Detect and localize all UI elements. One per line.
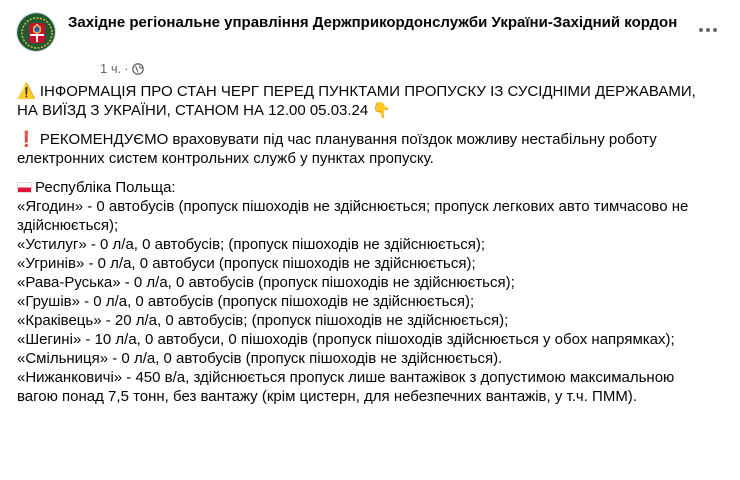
recommendation-paragraph <box>17 130 717 168</box>
headline-text: ІНФОРМАЦІЯ ПРО СТАН ЧЕРГ ПЕРЕД ПУНКТАМИ ПРОПУСКУ ІЗ СУСІДНІМИ ДЕРЖАВАМИ, НА ВИЇЗД З УКРАЇНИ, СТАНОМ НА 12.00 05.03.24 <box>17 83 696 119</box>
checkpoint-line: «Угринів» - 0 л/а, 0 автобуси (пропуск пішоходів не здійснюється); <box>17 255 476 272</box>
pointing-down-icon: 👇 <box>372 102 392 119</box>
checkpoint-line: «Смільниця» - 0 л/а, 0 автобусів (пропуск пішоходів не здійснюється). <box>17 350 503 367</box>
post-header <box>16 12 724 74</box>
post-meta <box>100 61 144 77</box>
page-name-link[interactable]: Західне регіональне управління Держприкордонслужби України-Західний кордон <box>68 14 678 31</box>
checkpoint-line: «Грушів» - 0 л/а, 0 автобусів (пропуск пішоходів не здійснюється); <box>17 293 475 310</box>
page-avatar[interactable] <box>16 12 56 52</box>
border-guard-emblem-icon <box>17 13 56 52</box>
checkpoint-line: «Нижанковичі» - 450 в/а, здійснюється пропуск лише вантажівок з допустимою максимальною вагою понад 7,5 тонн, без вантажу (крім цистерн, для небезпечних вантажів, у т.ч. ПММ). <box>17 369 675 405</box>
checkpoint-line: «Шегині» - 10 л/а, 0 автобуси, 0 пішоходів (пропуск пішоходів здійснюється у обох напрямках); <box>17 331 675 348</box>
globe-icon[interactable] <box>132 63 144 75</box>
checkpoint-line: «Краківець» - 20 л/а, 0 автобусів; (пропуск пішоходів не здійснюється); <box>17 312 509 329</box>
poland-flag-icon <box>17 182 32 193</box>
more-options-icon[interactable] <box>694 20 722 40</box>
post-timestamp[interactable]: 1 ч. <box>100 61 122 76</box>
meta-separator: · <box>124 61 129 76</box>
country-heading: Республіка Польща: <box>17 178 717 197</box>
checkpoint-list <box>17 178 717 406</box>
checkpoint-line: «Ягодин» - 0 автобусів (пропуск пішоходів не здійснюється; пропуск легкових авто тимчасово не здійснюється); <box>17 198 689 234</box>
headline-paragraph <box>17 82 717 120</box>
checkpoint-line: «Рава-Руська» - 0 л/а, 0 автобусів (пропуск пішоходів не здійснюється); <box>17 274 515 291</box>
checkpoint-line: «Устилуг» - 0 л/а, 0 автобусів; (пропуск пішоходів не здійснюється); <box>17 236 486 253</box>
recommendation-text: РЕКОМЕНДУЄМО враховувати під час планування поїздок можливу нестабільну роботу електронних систем контрольних служб у пунктах пропуску. <box>17 131 657 167</box>
post-text <box>17 82 717 406</box>
warning-icon: ⚠️ <box>17 83 36 100</box>
exclamation-icon: ❗ <box>17 131 36 148</box>
